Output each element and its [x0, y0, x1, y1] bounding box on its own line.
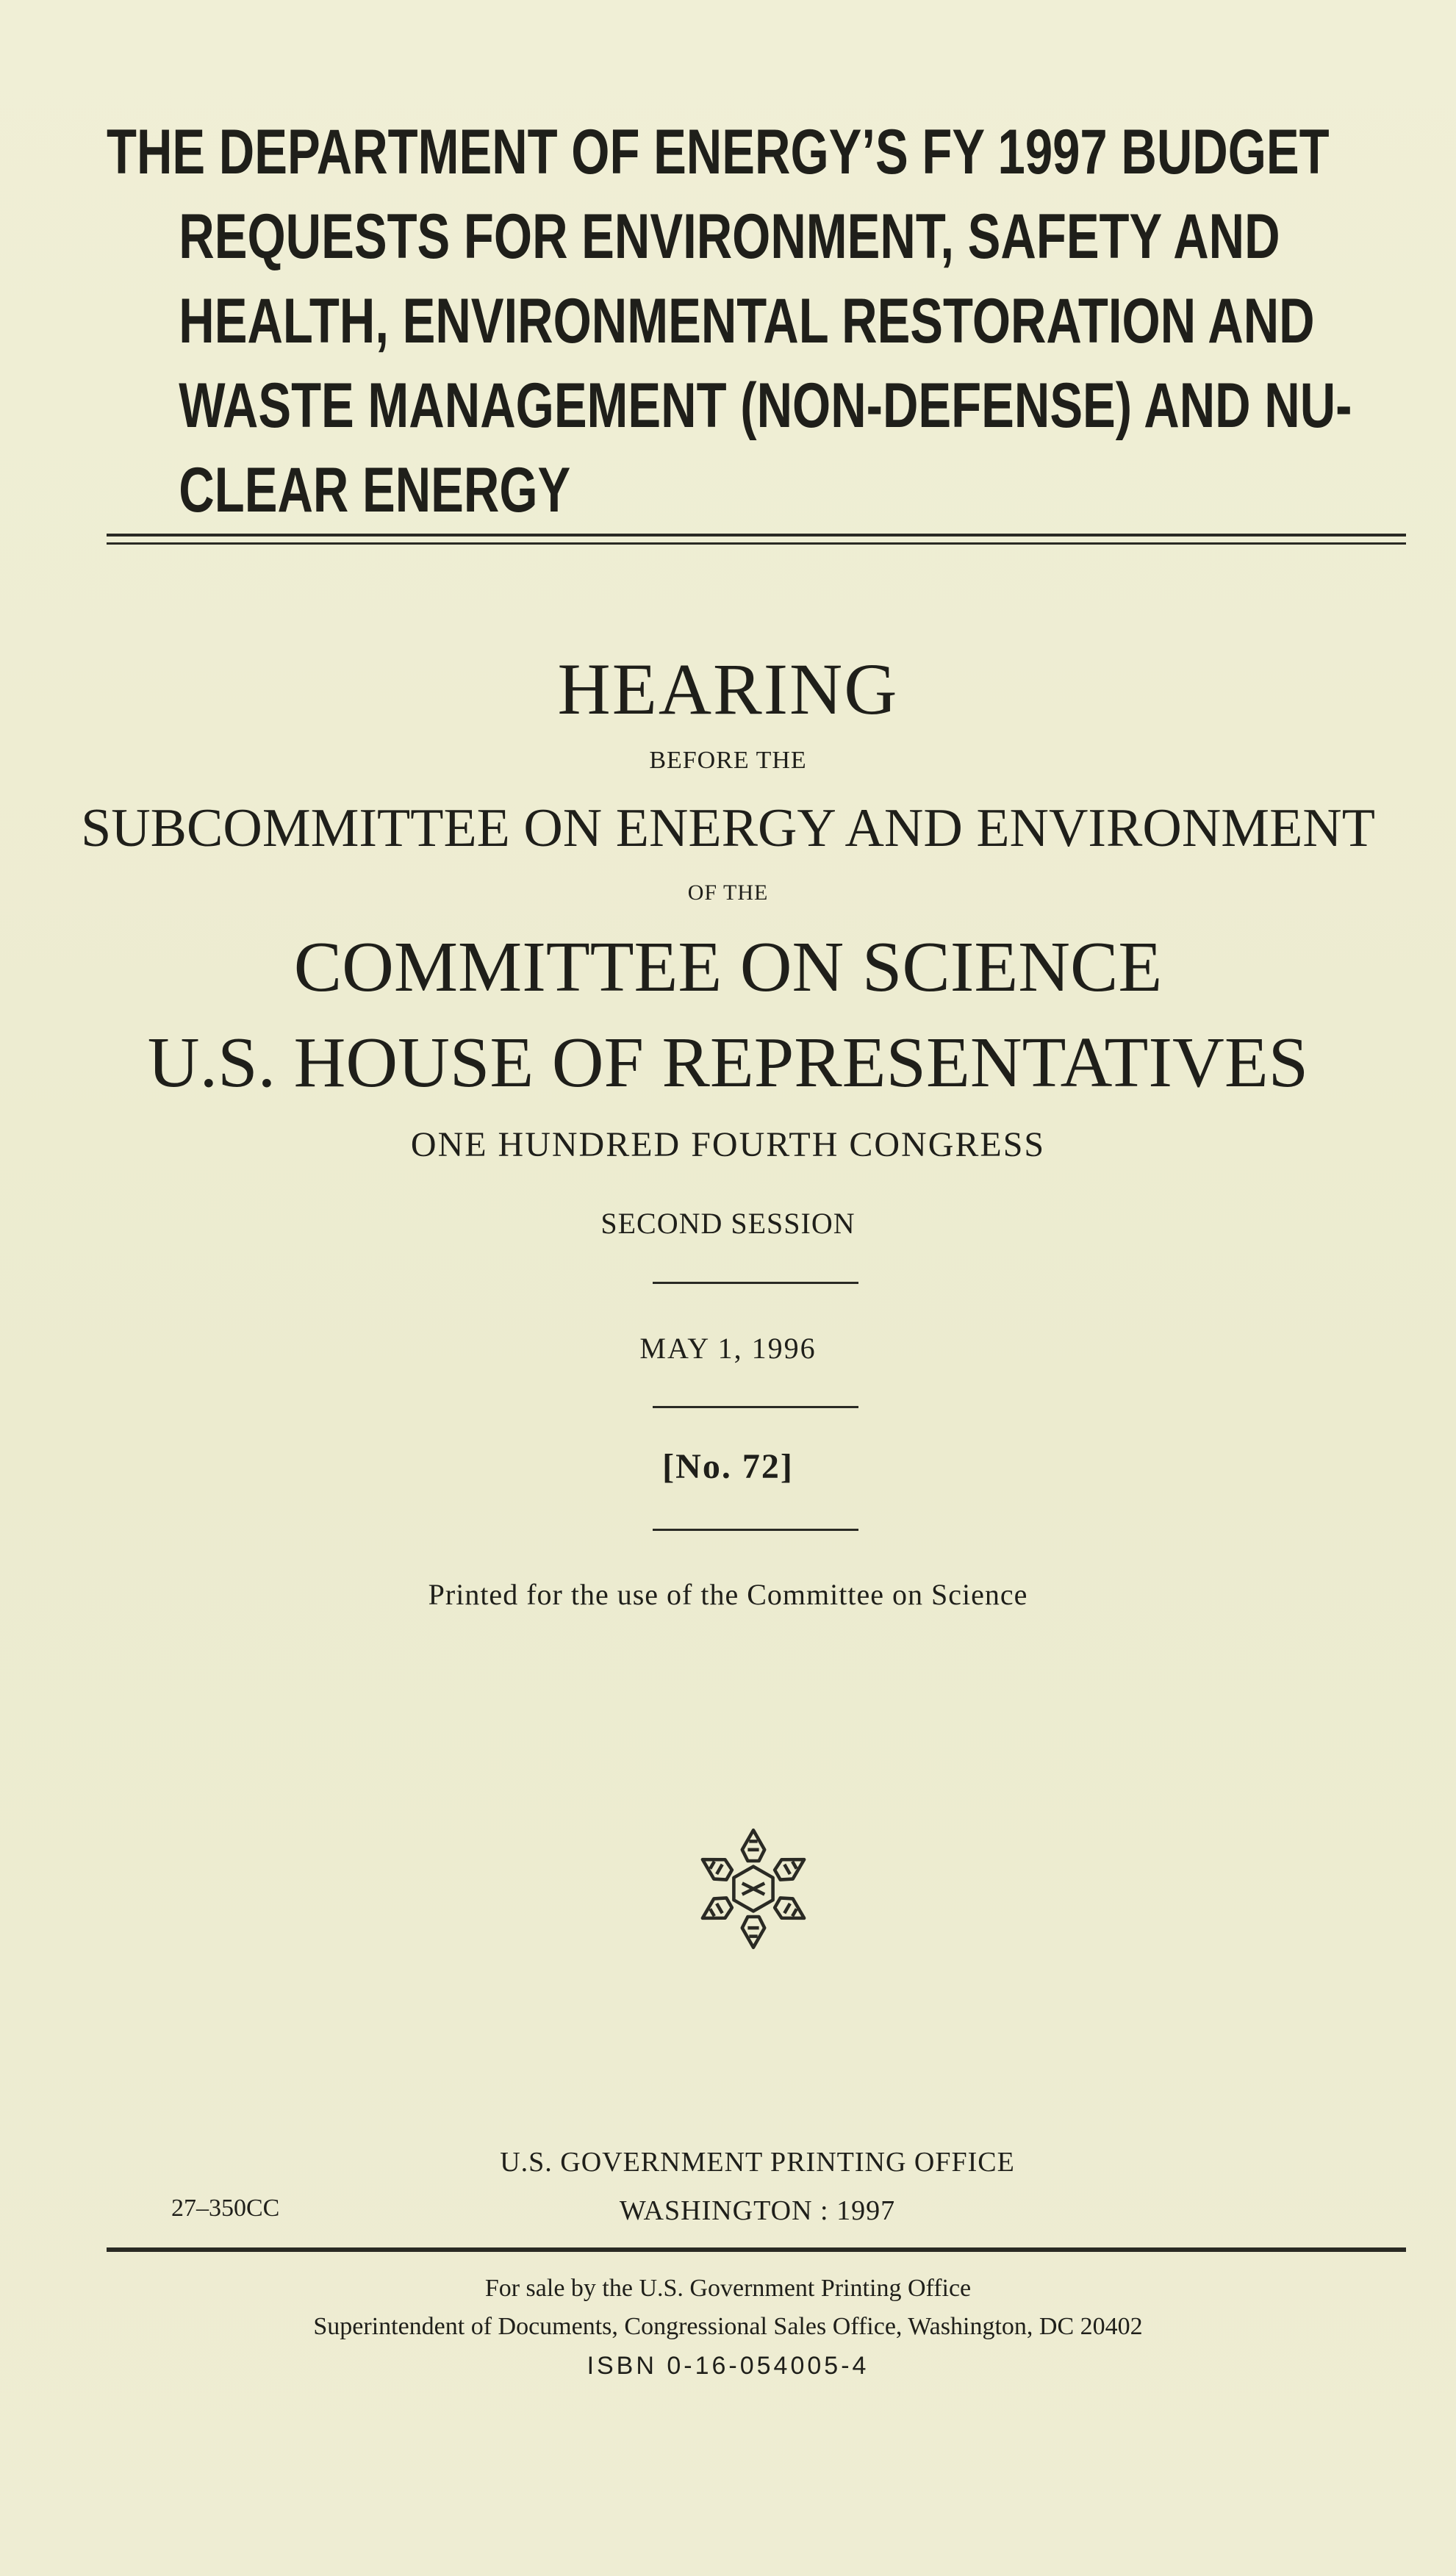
before-the-label: BEFORE THE [649, 747, 807, 774]
print-place-year: WASHINGTON : 1997 [619, 2195, 896, 2226]
congress-label: ONE HUNDRED FOURTH CONGRESS [410, 1125, 1046, 1164]
superintendent-address: Superintendent of Documents, Congressional Sales Office, Washington, DC 20402 [313, 2313, 1143, 2340]
divider-rule-2 [653, 1406, 858, 1408]
title-line-2: REQUESTS FOR ENVIRONMENT, SAFETY AND [179, 201, 1280, 272]
title-line-1: THE DEPARTMENT OF ENERGY’S FY 1997 BUDGET [107, 117, 1330, 187]
hearing-heading: HEARING [557, 648, 899, 730]
imprint-rule [107, 2247, 1406, 2252]
house-name: U.S. HOUSE OF REPRESENTATIVES [147, 1023, 1309, 1102]
printing-office: U.S. GOVERNMENT PRINTING OFFICE [500, 2147, 1015, 2178]
isbn-number: ISBN 0-16-054005-4 [587, 2352, 869, 2380]
title-line-3: HEALTH, ENVIRONMENTAL RESTORATION AND [179, 286, 1315, 356]
hearing-date: MAY 1, 1996 [639, 1332, 817, 1365]
hearing-number: [No. 72] [662, 1447, 794, 1486]
divider-rule-3 [653, 1529, 858, 1531]
divider-rule-1 [653, 1282, 858, 1284]
print-code: 27–350CC [171, 2195, 280, 2222]
title-line-5: CLEAR ENERGY [179, 455, 571, 525]
title-line-4: WASTE MANAGEMENT (NON-DEFENSE) AND NU- [179, 370, 1352, 441]
subcommittee-name: SUBCOMMITTEE ON ENERGY AND ENVIRONMENT [81, 798, 1375, 858]
sale-notice: For sale by the U.S. Government Printing Office [484, 2275, 972, 2302]
gpo-star-emblem-icon [684, 1819, 823, 1959]
printed-for-note: Printed for the use of the Committee on Science [428, 1578, 1028, 1611]
session-label: SECOND SESSION [600, 1207, 856, 1240]
of-the-label: OF THE [687, 880, 769, 905]
document-title [107, 110, 1352, 533]
committee-name: COMMITTEE ON SCIENCE [293, 928, 1163, 1007]
title-double-rule [107, 534, 1406, 545]
